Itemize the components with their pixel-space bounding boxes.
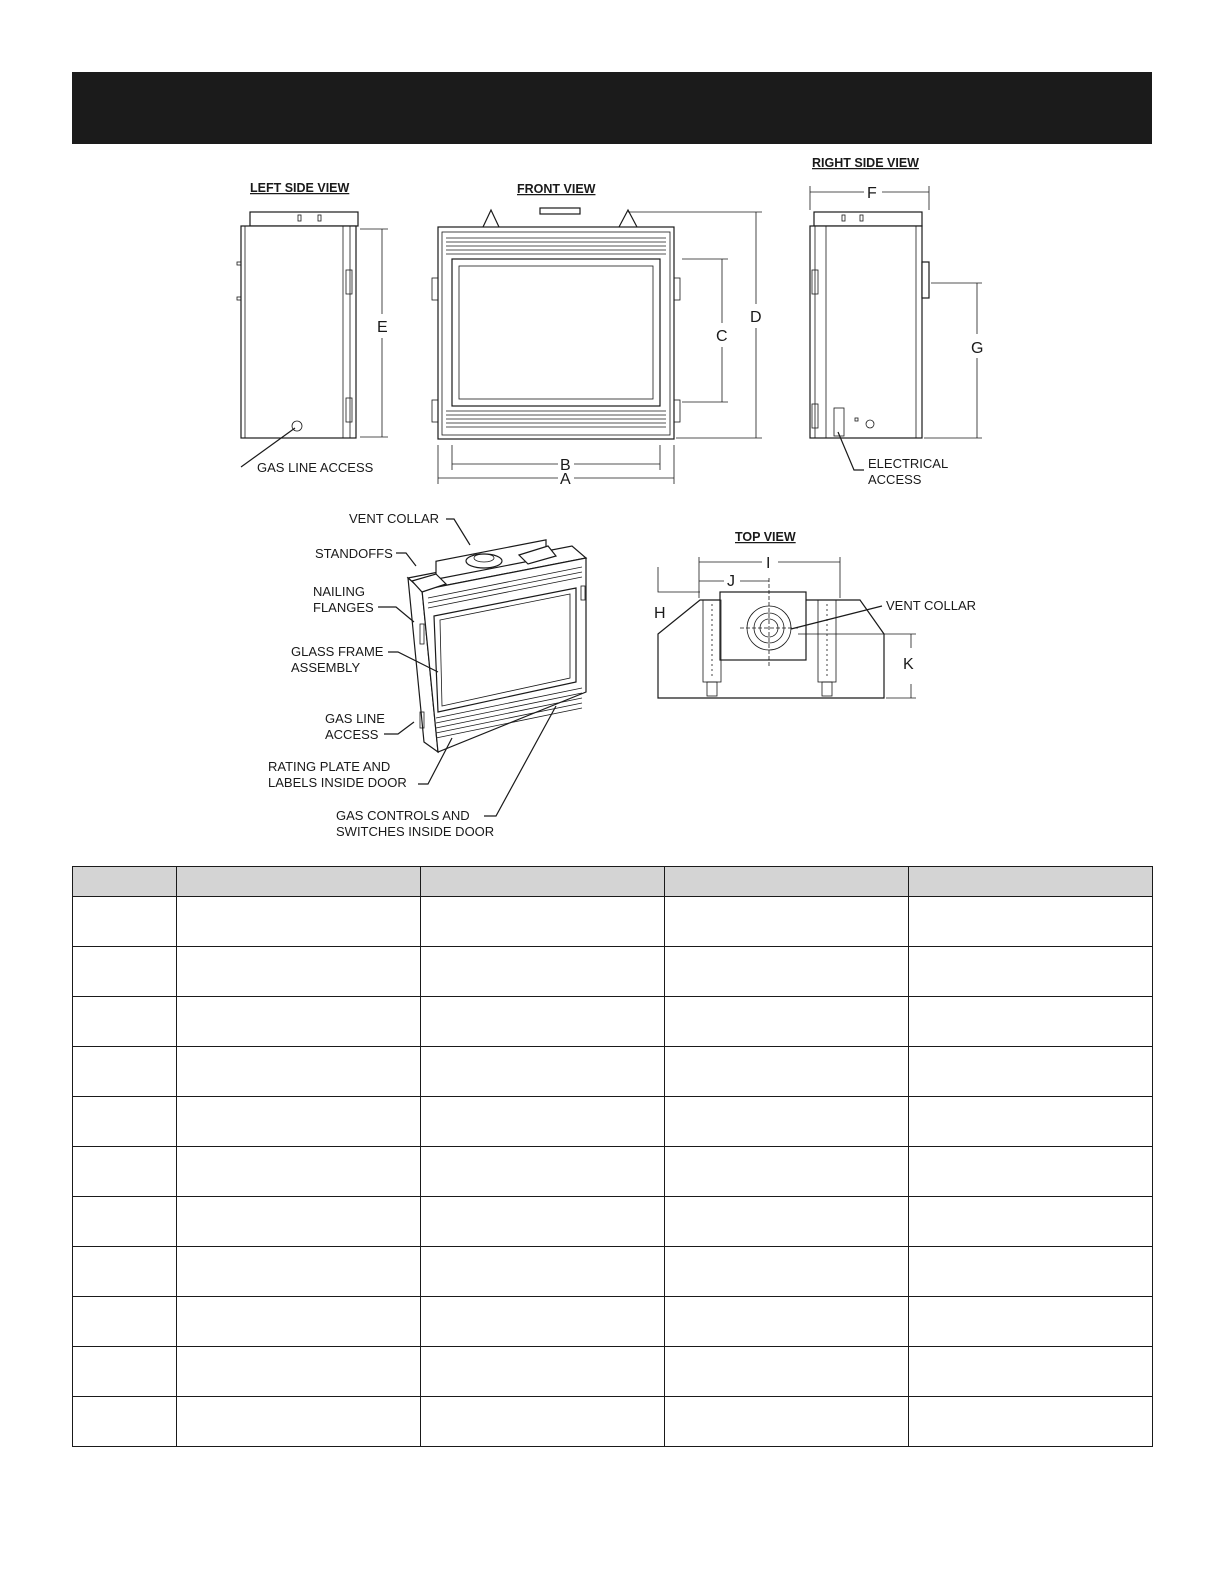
table-cell [665, 1397, 909, 1447]
table-cell [177, 1197, 421, 1247]
right-side-view-title: RIGHT SIDE VIEW [812, 156, 919, 170]
isometric-view [268, 511, 586, 839]
table-cell [177, 1397, 421, 1447]
table-cell [177, 897, 421, 947]
dimension-i-label: I [766, 555, 771, 572]
table-cell [665, 1047, 909, 1097]
table-cell [421, 1297, 665, 1347]
gas-line-access-callout: GAS LINE ACCESS [257, 460, 374, 475]
table-header-cell [909, 867, 1153, 897]
table-cell [665, 1197, 909, 1247]
dimension-h-label: H [654, 605, 666, 622]
table-header-cell [177, 867, 421, 897]
table-cell [177, 997, 421, 1047]
table-header-row [73, 867, 1153, 897]
table-cell [177, 1047, 421, 1097]
table-cell [73, 1047, 177, 1097]
table-row [73, 1247, 1153, 1297]
electrical-callout-line1: ELECTRICAL [868, 456, 949, 471]
dimension-c-label: C [716, 328, 728, 345]
table-cell [421, 1147, 665, 1197]
table-cell [909, 897, 1153, 947]
table-cell [73, 997, 177, 1047]
front-view-title: FRONT VIEW [517, 182, 596, 196]
rating-plate-callout-line1: RATING PLATE AND [268, 759, 391, 774]
dimension-b-label: B [560, 457, 571, 474]
right-side-view [810, 156, 983, 487]
table-cell [73, 1097, 177, 1147]
table-cell [909, 947, 1153, 997]
table-cell [73, 1347, 177, 1397]
standoffs-callout: STANDOFFS [315, 546, 393, 561]
table-body [73, 897, 1153, 1447]
table-cell [421, 947, 665, 997]
table-cell [665, 997, 909, 1047]
gas-controls-callout-line2: SWITCHES INSIDE DOOR [336, 824, 495, 839]
gas-line-access-iso-callout-line1: GAS LINE [325, 711, 385, 726]
table-cell [177, 1297, 421, 1347]
table-cell [177, 1347, 421, 1397]
front-view [432, 182, 762, 488]
table-row [73, 947, 1153, 997]
table-cell [421, 1397, 665, 1447]
table-cell [909, 1397, 1153, 1447]
table-cell [177, 1097, 421, 1147]
table-cell [421, 997, 665, 1047]
table-cell [665, 947, 909, 997]
table-row [73, 1197, 1153, 1247]
nailing-flanges-callout-line1: NAILING [313, 584, 366, 599]
table-cell [665, 1097, 909, 1147]
top-view [654, 530, 976, 698]
table-cell [909, 997, 1153, 1047]
table-row [73, 1047, 1153, 1097]
table-cell [909, 1347, 1153, 1397]
table-cell [665, 1247, 909, 1297]
left-side-view-title: LEFT SIDE VIEW [250, 181, 350, 195]
dimension-e-label: E [377, 319, 388, 336]
table-header-cell [73, 867, 177, 897]
vent-collar-callout: VENT COLLAR [349, 511, 440, 526]
table-cell [73, 1297, 177, 1347]
dimension-f-label: F [867, 185, 877, 202]
table-cell [421, 1347, 665, 1397]
table-cell [73, 1197, 177, 1247]
table-cell [177, 1247, 421, 1297]
table-cell [73, 947, 177, 997]
table-row [73, 1347, 1153, 1397]
table-cell [909, 1247, 1153, 1297]
gas-line-access-iso-callout-line2: ACCESS [325, 727, 379, 742]
table-cell [665, 1347, 909, 1397]
table-row [73, 997, 1153, 1047]
dimension-d-label: D [750, 309, 762, 326]
table-header-cell [665, 867, 909, 897]
dimensions-table [72, 866, 1153, 1447]
table-cell [177, 947, 421, 997]
gas-controls-callout-line1: GAS CONTROLS AND [336, 808, 470, 823]
glass-frame-callout-line1: GLASS FRAME [291, 644, 384, 659]
table-cell [421, 1197, 665, 1247]
table-cell [665, 897, 909, 947]
table-row [73, 1397, 1153, 1447]
table-row [73, 1097, 1153, 1147]
table-row [73, 897, 1153, 947]
table-cell [909, 1047, 1153, 1097]
dimension-g-label: G [971, 340, 984, 357]
table-cell [73, 897, 177, 947]
top-vent-collar-callout: VENT COLLAR [886, 598, 977, 613]
table-cell [665, 1147, 909, 1197]
rating-plate-callout-line2: LABELS INSIDE DOOR [268, 775, 407, 790]
glass-frame-callout-line2: ASSEMBLY [291, 660, 361, 675]
table-header-cell [421, 867, 665, 897]
dimension-a-label: A [560, 471, 571, 488]
table-cell [73, 1147, 177, 1197]
table-cell [73, 1397, 177, 1447]
table-row [73, 1297, 1153, 1347]
dimension-j-label: J [727, 573, 735, 590]
table-cell [421, 1247, 665, 1297]
table-cell [909, 1097, 1153, 1147]
dimension-k-label: K [903, 656, 914, 673]
table-cell [909, 1147, 1153, 1197]
table-row [73, 1147, 1153, 1197]
table-cell [177, 1147, 421, 1197]
table-cell [421, 1097, 665, 1147]
table-cell [421, 897, 665, 947]
top-view-title: TOP VIEW [735, 530, 796, 544]
table-cell [665, 1297, 909, 1347]
table-cell [909, 1197, 1153, 1247]
electrical-callout-line2: ACCESS [868, 472, 922, 487]
left-side-view [237, 181, 388, 475]
table-cell [421, 1047, 665, 1097]
table-cell [73, 1247, 177, 1297]
table-cell [909, 1297, 1153, 1347]
nailing-flanges-callout-line2: FLANGES [313, 600, 374, 615]
